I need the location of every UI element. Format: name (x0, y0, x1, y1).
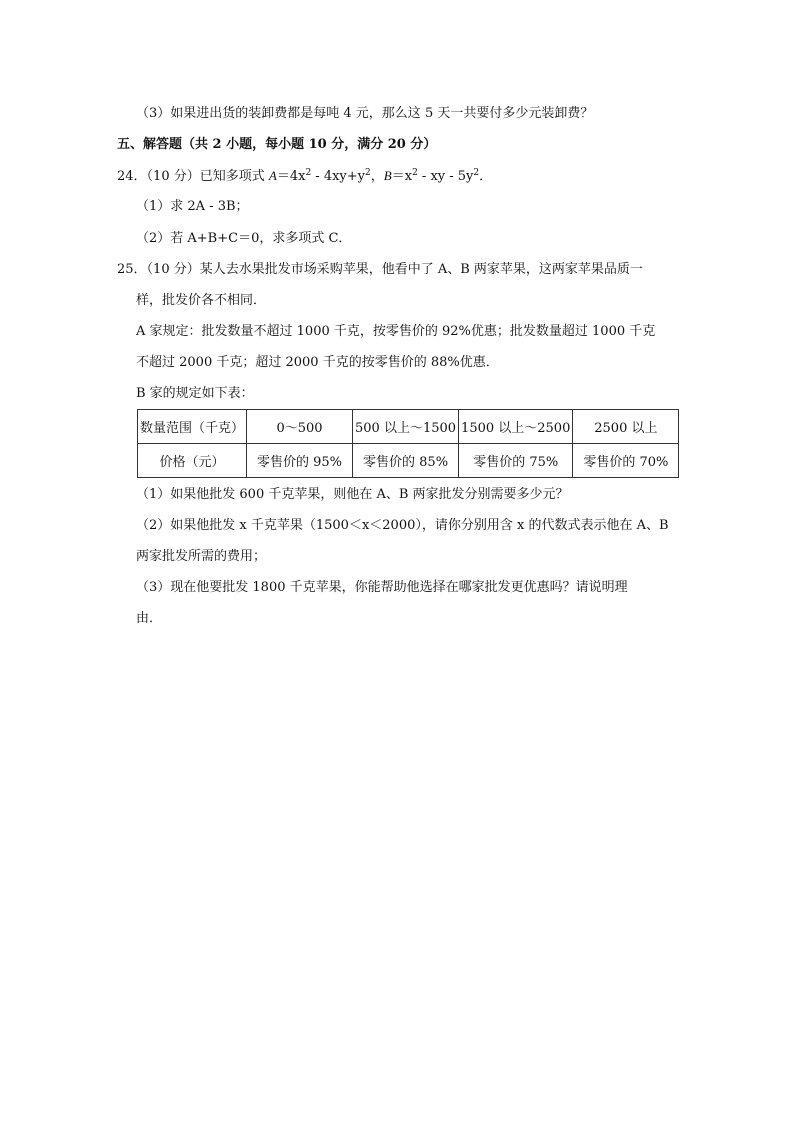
table-cell-range-2: 500 以上～1500 (353, 410, 459, 444)
question-25-rule-a-line-1: A 家规定：批发数量不超过 1000 千克，按零售价的 92%优惠；批发数量超过 1000 千克 (136, 324, 656, 339)
section-5-heading: 五、解答题（共 2 小题，每小题 10 分，满分 20 分） (117, 137, 437, 152)
table-cell-price-1: 零售价的 95% (247, 444, 353, 478)
poly-b-rhs-1: ＝x (391, 169, 413, 184)
poly-a-exp-2: 2 (365, 168, 371, 178)
question-24-part-2: （2）若 A+B+C＝0，求多项式 C． (136, 231, 352, 246)
table-row-quantity (138, 410, 679, 444)
question-25-line-2: 样，批发价各不相同． (136, 293, 267, 308)
question-25-line-1: 25．（10 分）某人去水果批发市场采购苹果，他看中了 A、B 两家苹果，这两家苹果品质一 (117, 262, 643, 277)
question-25-part-2-line-1: （2）如果他批发 x 千克苹果（1500＜x＜2000），请你分别用含 x 的代数式表示他在 A、B (136, 518, 669, 533)
poly-b-exp-1: 2 (412, 168, 418, 178)
table-cell-quantity-header: 数量范围（千克） (138, 410, 247, 444)
table-cell-range-4: 2500 以上 (573, 410, 679, 444)
question-24-end: ． (479, 169, 493, 184)
poly-a-lhs: A (268, 168, 277, 183)
poly-b-lhs: B (383, 168, 392, 183)
table-cell-range-1: 0～500 (247, 410, 353, 444)
question-25-part-3-line-1: （3）现在他要批发 1800 千克苹果，你能帮助他选择在哪家批发更优惠吗？请说明理 (136, 580, 628, 595)
poly-separator: ， (370, 169, 384, 184)
poly-a-rhs-1: ＝4x (276, 169, 306, 184)
question-23-part-3: （3）如果进出货的装卸费都是每吨 4 元，那么这 5 天一共要付多少元装卸费？ (136, 106, 594, 121)
poly-a-exp-1: 2 (305, 168, 312, 178)
price-table (137, 409, 679, 478)
question-25-rule-a-line-2: 不超过 2000 千克；超过 2000 千克的按零售价的 88%优惠． (136, 355, 499, 370)
question-24-stem (117, 168, 492, 185)
question-24-part-1: （1）求 2A - 3B； (136, 199, 249, 214)
table-cell-range-3: 1500 以上～2500 (459, 410, 573, 444)
question-25-part-2-line-2: 两家批发所需的费用； (136, 549, 267, 564)
question-25-part-3-line-2: 由． (136, 611, 163, 626)
question-24-prefix: 已知多项式 (199, 169, 269, 184)
question-25-rule-b-intro: B 家的规定如下表： (136, 386, 254, 401)
question-25-part-1: （1）如果他批发 600 千克苹果，则他在 A、B 两家批发分别需要多少元？ (136, 487, 569, 502)
poly-a-rhs-2: - 4xy+y (311, 169, 366, 184)
table-row-price (138, 444, 679, 478)
table-cell-price-2: 零售价的 85% (353, 444, 459, 478)
table-cell-price-4: 零售价的 70% (573, 444, 679, 478)
poly-b-rhs-2: - xy - 5y (417, 169, 474, 184)
table-cell-price-header: 价格（元） (138, 444, 247, 478)
table-cell-price-3: 零售价的 75% (459, 444, 573, 478)
poly-b-exp-2: 2 (473, 168, 480, 178)
question-24-points: （10 分） (146, 169, 200, 184)
question-24-number: 24． (117, 169, 147, 184)
